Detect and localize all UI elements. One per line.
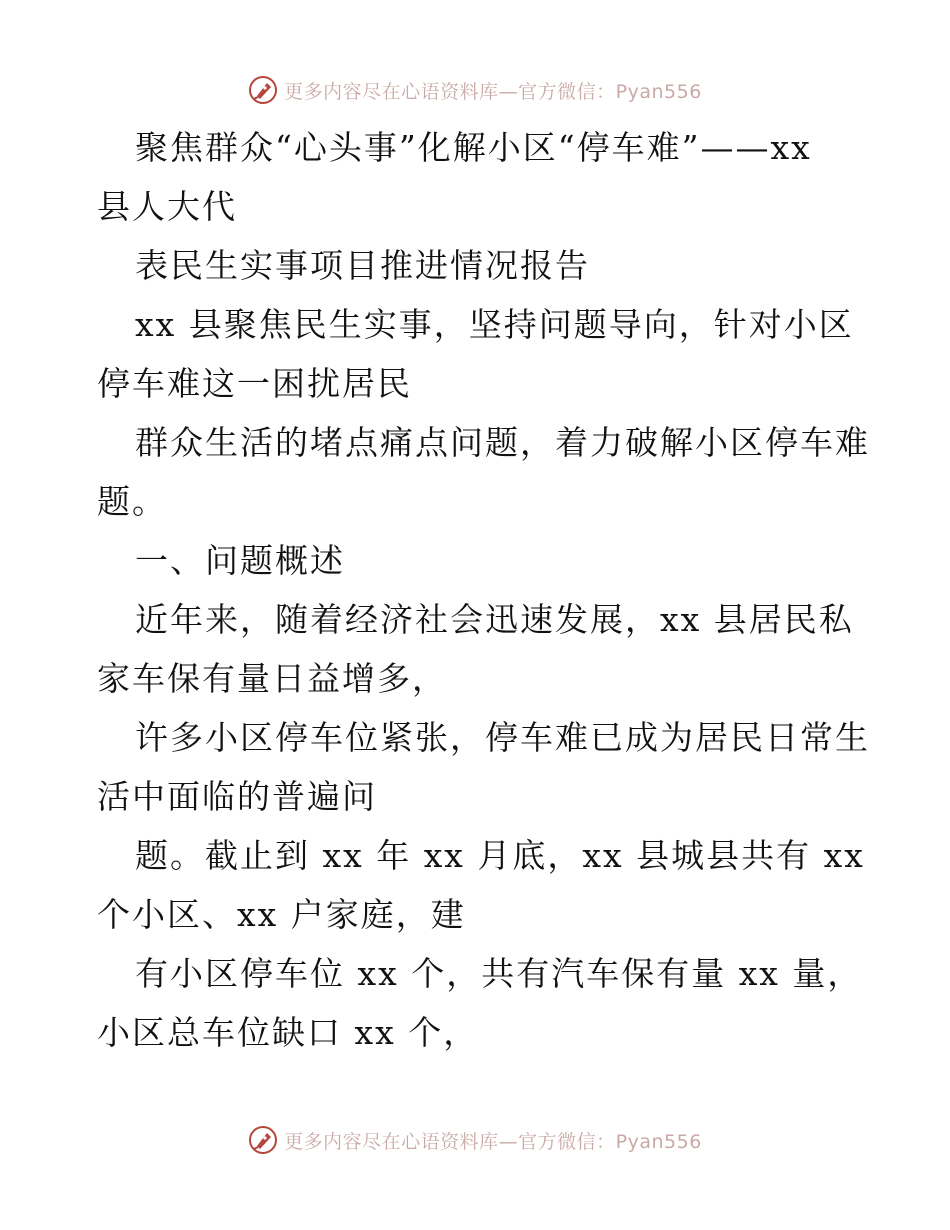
banner-text: 更多内容尽在心语资料库—官方微信：Pyan556	[284, 80, 702, 103]
text-line: 表民生实事项目推进情况报告	[135, 246, 590, 285]
text-line: xx 县聚焦民生实事，坚持问题导向，针对小区	[135, 305, 854, 344]
section-heading: 一、问题概述	[135, 541, 345, 580]
pen-nib-logo-icon	[248, 1125, 278, 1155]
pen-nib-logo-icon	[248, 75, 278, 105]
text-line: 群众生活的堵点痛点问题，着力破解小区停车难	[135, 423, 870, 462]
banner-text: 更多内容尽在心语资料库—官方微信：Pyan556	[284, 1130, 702, 1153]
text-line: 有小区停车位 xx 个，共有汽车保有量 xx 量，	[135, 954, 863, 993]
text-line: 停车难这一困扰居民	[97, 364, 412, 403]
text-line: 近年来，随着经济社会迅速发展，xx 县居民私	[135, 600, 854, 639]
footer-banner	[0, 1120, 950, 1160]
text-line: 题。	[97, 482, 167, 521]
text-line: 县人大代	[97, 187, 237, 226]
text-line: 许多小区停车位紧张，停车难已成为居民日常生	[135, 718, 870, 757]
text-line: 活中面临的普遍问	[97, 777, 377, 816]
text-line: 家车保有量日益增多，	[97, 659, 447, 698]
text-line: 题。截止到 xx 年 xx 月底，xx 县城县共有 xx	[135, 836, 865, 875]
header-banner	[0, 70, 950, 110]
document-body	[97, 118, 870, 1062]
text-line: 聚焦群众“心头事”化解小区“停车难”——xx	[135, 128, 812, 167]
text-line: 个小区、xx 户家庭，建	[97, 895, 466, 934]
text-line: 小区总车位缺口 xx 个，	[97, 1013, 479, 1052]
